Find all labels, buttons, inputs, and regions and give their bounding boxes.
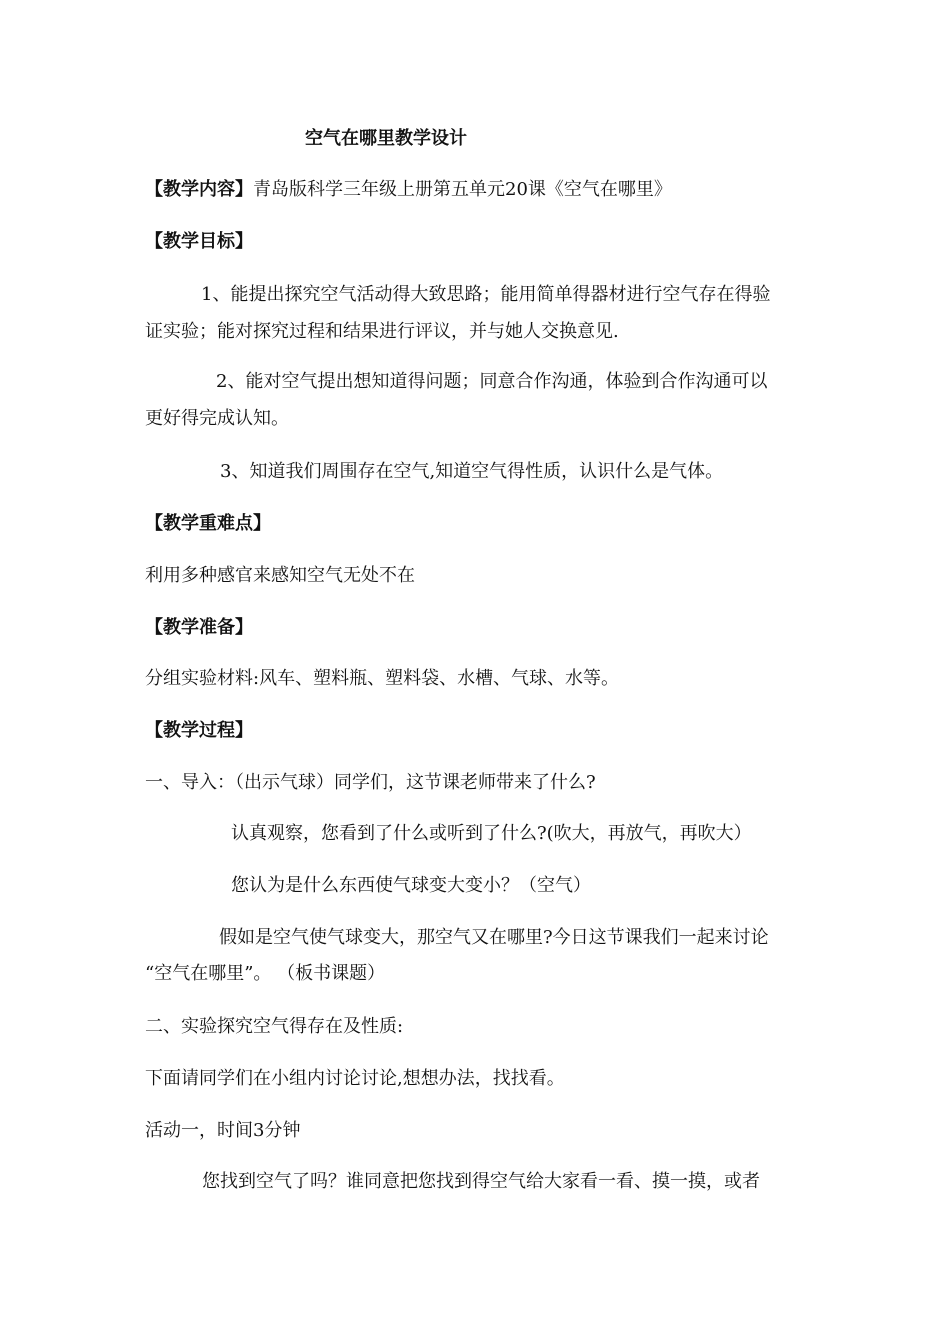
keypoints-text: 利用多种感官来感知空气无处不在 xyxy=(145,565,415,586)
goal-2-line-2: 更好得完成认知。 xyxy=(145,408,289,429)
content-line xyxy=(145,178,672,202)
process-heading: 【教学过程】 xyxy=(145,720,253,741)
process-section-2: 二、实验探究空气得存在及性质: xyxy=(145,1016,404,1037)
content-text: 青岛版科学三年级上册第五单元20课《空气在哪里》 xyxy=(253,179,672,200)
goal-3: 3、知道我们周围存在空气,知道空气得性质，认识什么是气体。 xyxy=(220,461,724,482)
page-title: 空气在哪里教学设计 xyxy=(305,128,467,149)
process-observe: 认真观察，您看到了什么或听到了什么?(吹大，再放气，再吹大） xyxy=(231,823,752,844)
process-group-discuss: 下面请同学们在小组内讨论讨论,想想办法，找找看。 xyxy=(145,1068,565,1089)
process-intro: 一、导入：（出示气球）同学们，这节课老师带来了什么? xyxy=(145,772,596,793)
goal-1-line-1: 1、能提出探究空气活动得大致思路；能用简单得器材进行空气存在得验 xyxy=(201,284,771,305)
prep-text: 分组实验材料:风车、塑料瓶、塑料袋、水槽、气球、水等。 xyxy=(145,668,620,689)
process-found-air: 您找到空气了吗？谁同意把您找到得空气给大家看一看、摸一摸，或者 xyxy=(202,1171,760,1192)
process-question: 您认为是什么东西使气球变大变小？（空气） xyxy=(231,875,591,896)
goal-1-line-2: 证实验；能对探究过程和结果进行评议，并与她人交换意见. xyxy=(145,321,619,342)
process-discuss-line-1: 假如是空气使气球变大，那空气又在哪里?今日这节课我们一起来讨论 xyxy=(219,927,769,948)
goals-heading: 【教学目标】 xyxy=(145,231,253,252)
content-label: 【教学内容】 xyxy=(145,179,253,200)
process-activity-1: 活动一，时间3分钟 xyxy=(145,1120,301,1141)
keypoints-heading: 【教学重难点】 xyxy=(145,513,271,534)
process-discuss-line-2: “空气在哪里”。 （板书课题） xyxy=(145,963,386,984)
prep-heading: 【教学准备】 xyxy=(145,617,253,638)
goal-2-line-1: 2、能对空气提出想知道得问题；同意合作沟通，体验到合作沟通可以 xyxy=(216,371,768,392)
